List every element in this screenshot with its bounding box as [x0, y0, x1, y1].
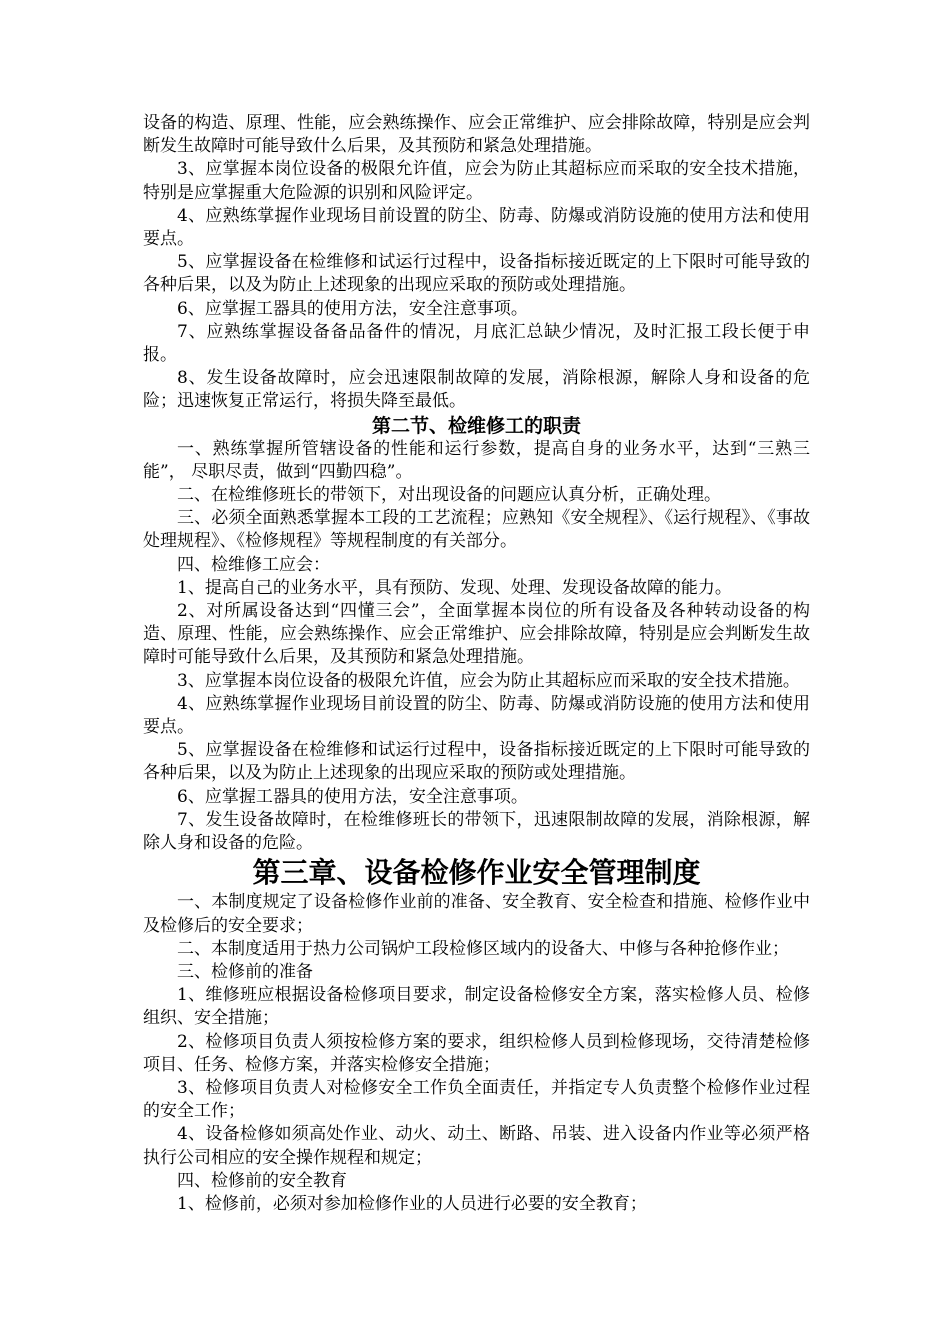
paragraph: 6、应掌握工器具的使用方法，安全注意事项。 — [177, 786, 528, 807]
paragraph: 四、检修前的安全教育 — [177, 1170, 347, 1191]
paragraph: 一、熟练掌握所管辖设备的性能和运行参数，提高自身的业务水平，达到“三熟三能”， 尽职尽责，做到“四勤四稳”。 — [143, 438, 810, 482]
paragraph: 8、发生设备故障时，应会迅速限制故障的发展，消除根源，解除人身和设备的危险；迅速恢复正常运行，将损失降至最低。 — [143, 368, 810, 412]
paragraph: 7、发生设备故障时，在检维修班长的带领下，迅速限制故障的发展，消除根源，解除人身和设备的危险。 — [143, 809, 810, 854]
paragraph: 3、检修项目负责人对检修安全工作负全面责任，并指定专人负责整个检修作业过程的安全工作； — [143, 1077, 810, 1122]
section-title: 第二节、检维修工的职责 — [371, 414, 581, 437]
paragraph: 6、应掌握工器具的使用方法，安全注意事项。 — [177, 298, 528, 319]
chapter-title: 第三章、设备检修作业安全管理制度 — [252, 856, 701, 890]
paragraph: 2、检修项目负责人须按检修方案的要求，组织检修人员到检修现场，交待清楚检修项目、任务、检修方案，并落实检修安全措施； — [143, 1031, 810, 1075]
paragraph: 1、维修班应根据设备检修项目要求，制定设备检修安全方案，落实检修人员、检修组织、安全措施； — [143, 985, 810, 1029]
paragraph: 二、本制度适用于热力公司锅炉工段检修区域内的设备大、中修与各种抢修作业； — [177, 938, 789, 959]
paragraph: 7、应熟练掌握设备备品备件的情况，月底汇总缺少情况，及时汇报工段长便于申报。 — [143, 321, 810, 366]
paragraph: 二、在检维修班长的带领下，对出现设备的问题应认真分析，正确处理。 — [177, 485, 721, 506]
paragraph: 5、应掌握设备在检维修和试运行过程中，设备指标接近既定的上下限时可能导致的各种后果，以及为防止上述现象的出现应采取的预防或处理措施。 — [143, 740, 810, 784]
paragraph: 一、本制度规定了设备检修作业前的准备、安全教育、安全检查和措施、检修作业中及检修后的安全要求； — [143, 892, 810, 936]
paragraph: 1、提高自己的业务水平，具有预防、发现、处理、发现设备故障的能力。 — [177, 577, 732, 598]
paragraph: 5、应掌握设备在检维修和试运行过程中，设备指标接近既定的上下限时可能导致的各种后果，以及为防止上述现象的出现应采取的预防或处理措施。 — [143, 252, 810, 296]
paragraph: 4、设备检修如须高处作业、动火、动土、断路、吊装、进入设备内作业等必须严格执行公司相应的安全操作规程和规定； — [143, 1124, 810, 1168]
paragraph: 四、检维修工应会： — [177, 554, 330, 575]
paragraph: 3、应掌握本岗位设备的极限允许值，应会为防止其超标应而采取的安全技术措施。 — [177, 670, 800, 691]
document-page — [143, 112, 810, 1216]
paragraph: 4、应熟练掌握作业现场目前设置的防尘、防毒、防爆或消防设施的使用方法和使用要点。 — [143, 205, 810, 250]
paragraph: 2、对所属设备达到“四懂三会”，全面掌握本岗位的所有设备及各种转动设备的构造、原理、性能，应会熟练操作、应会正常维护、应会排除故障，特别是应会判断发生故障时可能导致什么后果，及其预防和紧急处理措施。 — [143, 601, 810, 668]
paragraph: 三、必须全面熟悉掌握本工段的工艺流程；应熟知《安全规程》、《运行规程》、《事故处理规程》、《检修规程》等规程制度的有关部分。 — [143, 508, 810, 552]
paragraph: 1、检修前，必须对参加检修作业的人员进行必要的安全教育； — [177, 1193, 647, 1214]
paragraph: 设备的构造、原理、性能，应会熟练操作、应会正常维护、应会排除故障，特别是应会判断发生故障时可能导致什么后果，及其预防和紧急处理措施。 — [143, 113, 810, 157]
paragraph: 三、检修前的准备 — [177, 961, 313, 982]
paragraph: 3、应掌握本岗位设备的极限允许值，应会为防止其超标应而采取的安全技术措施，特别是应掌握重大危险源的识别和风险评定。 — [143, 159, 810, 203]
paragraph: 4、应熟练掌握作业现场目前设置的防尘、防毒、防爆或消防设施的使用方法和使用要点。 — [143, 693, 810, 738]
